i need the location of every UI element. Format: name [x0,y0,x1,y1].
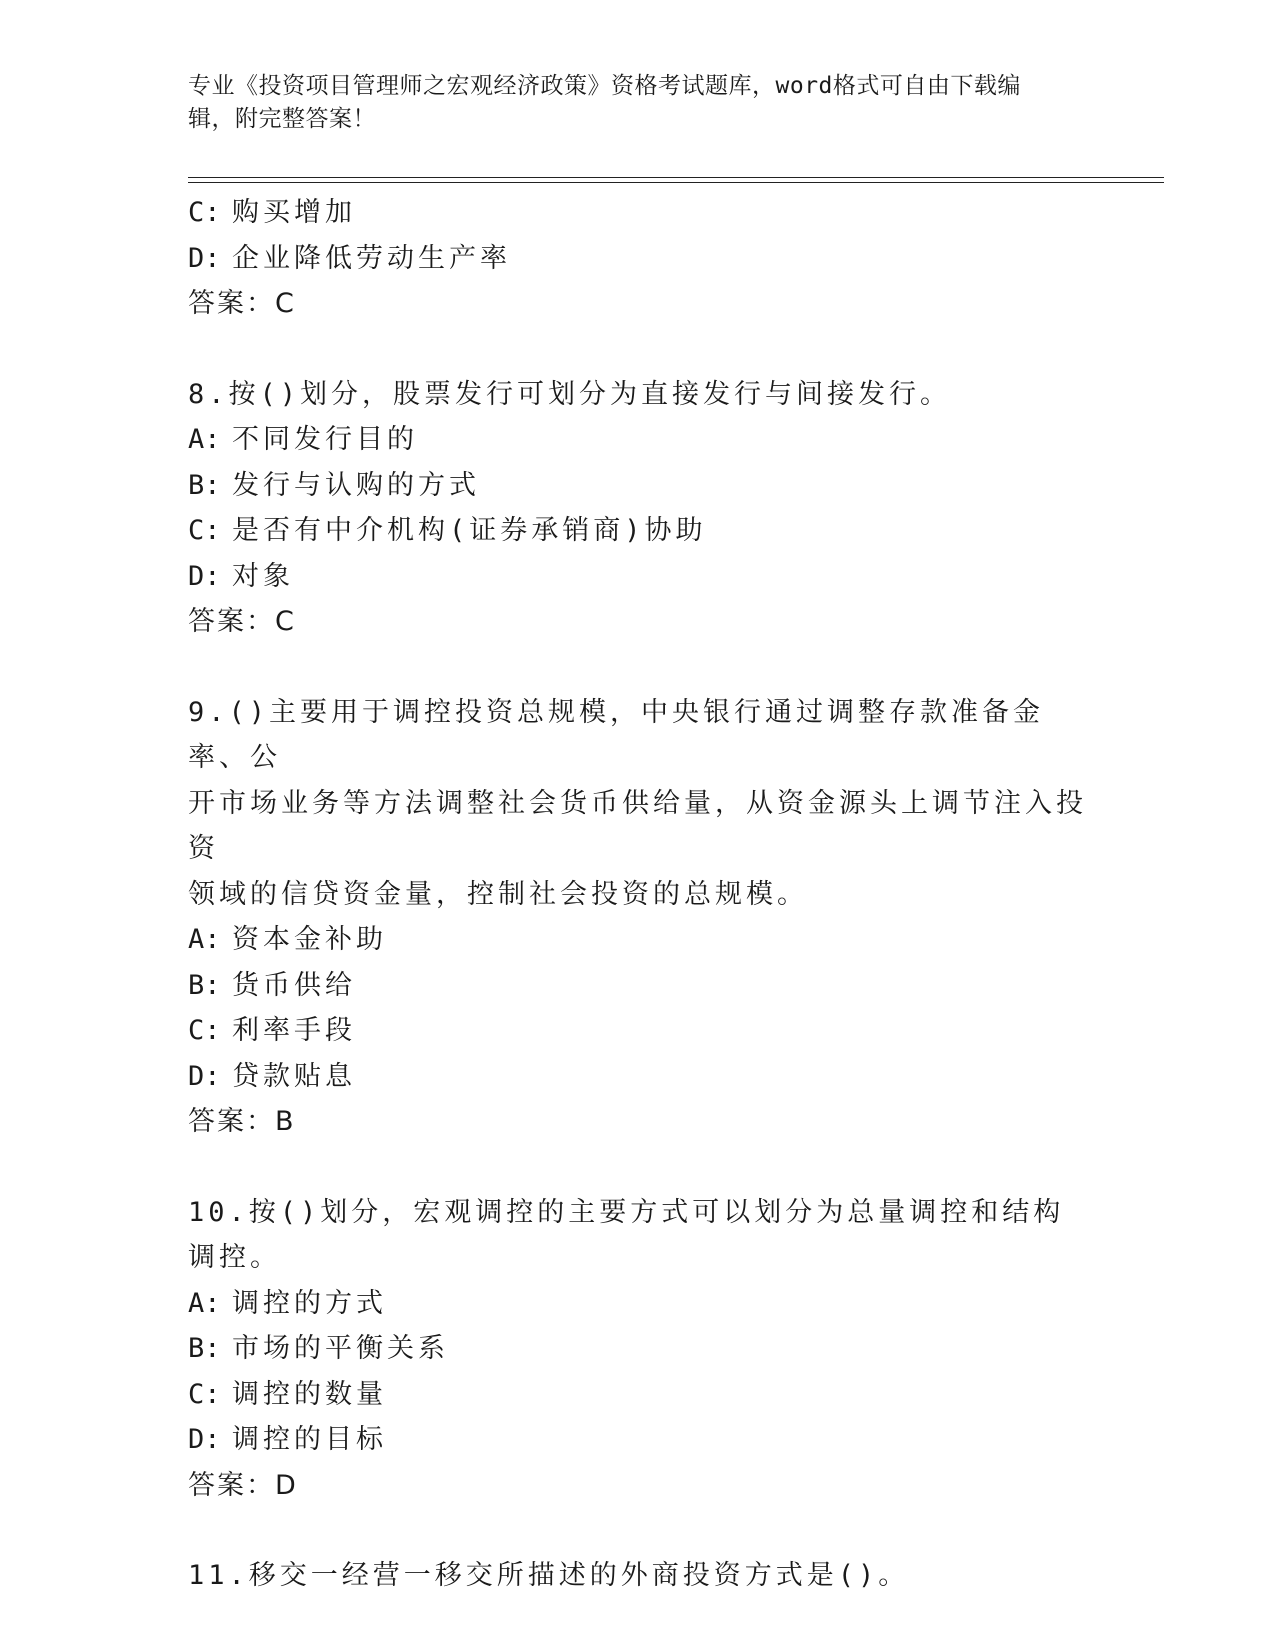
option-text: 资本金补助 [232,924,387,955]
question-text: 领域的信贷资金量，控制社会投资的总规模。 [188,878,808,910]
header-divider-bottom [188,182,1164,183]
option-line [188,917,1088,963]
option-key: D: [188,242,221,274]
header-line-2: 辑，附完整答案！ [188,106,376,132]
option-key: A: [188,1287,221,1319]
option-key: A: [188,424,221,455]
option-key: B: [188,969,221,1001]
answer-line: 答案：C [188,288,296,319]
option-text: 调控的数量 [232,1378,387,1410]
option-key: A: [188,924,221,955]
question-text: 10.按()划分，宏观调控的主要方式可以划分为总量调控和结构调控。 [188,1196,1065,1273]
option-line [188,963,1088,1009]
option-line [188,1008,1088,1054]
answer-line: 答案：D [188,1469,298,1501]
option-text: 不同发行目的 [232,424,418,455]
question-block [188,1553,1088,1599]
option-text: 调控的目标 [232,1424,387,1455]
option-key: C: [188,1015,221,1046]
question-text: 8.按()划分，股票发行可划分为直接发行与间接发行。 [188,378,952,410]
option-line [188,1326,1088,1372]
option-key: D: [188,1060,221,1092]
option-key: C: [188,1378,221,1410]
question-block [188,690,1088,1145]
header-divider-top [188,177,1164,178]
document-header [188,70,1068,136]
question-text: 9.()主要用于调控投资总规模，中央银行通过调整存款准备金率、公 [188,696,1045,773]
option-key: D: [188,560,221,592]
option-key: C: [188,515,221,546]
answer-line: 答案：C [188,606,296,637]
option-line [188,1417,1088,1463]
header-line-1: 专业《投资项目管理师之宏观经济政策》资格考试题库，word格式可自由下载编 [188,73,1021,99]
option-text: 贷款贴息 [232,1060,356,1092]
option-text: 对象 [232,560,294,592]
option-text: 利率手段 [232,1015,356,1046]
option-text: 货币供给 [232,969,356,1001]
option-line [188,236,1088,282]
option-text: 发行与认购的方式 [232,469,480,501]
option-text: 购买增加 [232,197,356,228]
option-text: 企业降低劳动生产率 [232,242,511,274]
option-line [188,1372,1088,1418]
option-key: B: [188,469,221,501]
option-line [188,417,1088,463]
option-text: 是否有中介机构(证券承销商)协助 [232,515,707,546]
question-block [188,372,1088,645]
option-line [188,1054,1088,1100]
option-line [188,463,1088,509]
question-text: 开市场业务等方法调整社会货币供给量，从资金源头上调节注入投资 [188,787,1087,864]
option-line [188,554,1088,600]
question-list [188,190,1088,1599]
option-line [188,1281,1088,1327]
option-line [188,508,1088,554]
question-block [188,1190,1088,1509]
option-text: 调控的方式 [232,1287,387,1319]
option-key: B: [188,1333,221,1364]
question-block [188,190,1088,327]
option-text: 市场的平衡关系 [232,1333,449,1364]
option-key: D: [188,1424,221,1455]
answer-line: 答案：B [188,1106,296,1137]
option-key: C: [188,197,221,228]
question-text: 11.移交一经营一移交所描述的外商投资方式是()。 [188,1560,910,1591]
option-line [188,190,1088,236]
